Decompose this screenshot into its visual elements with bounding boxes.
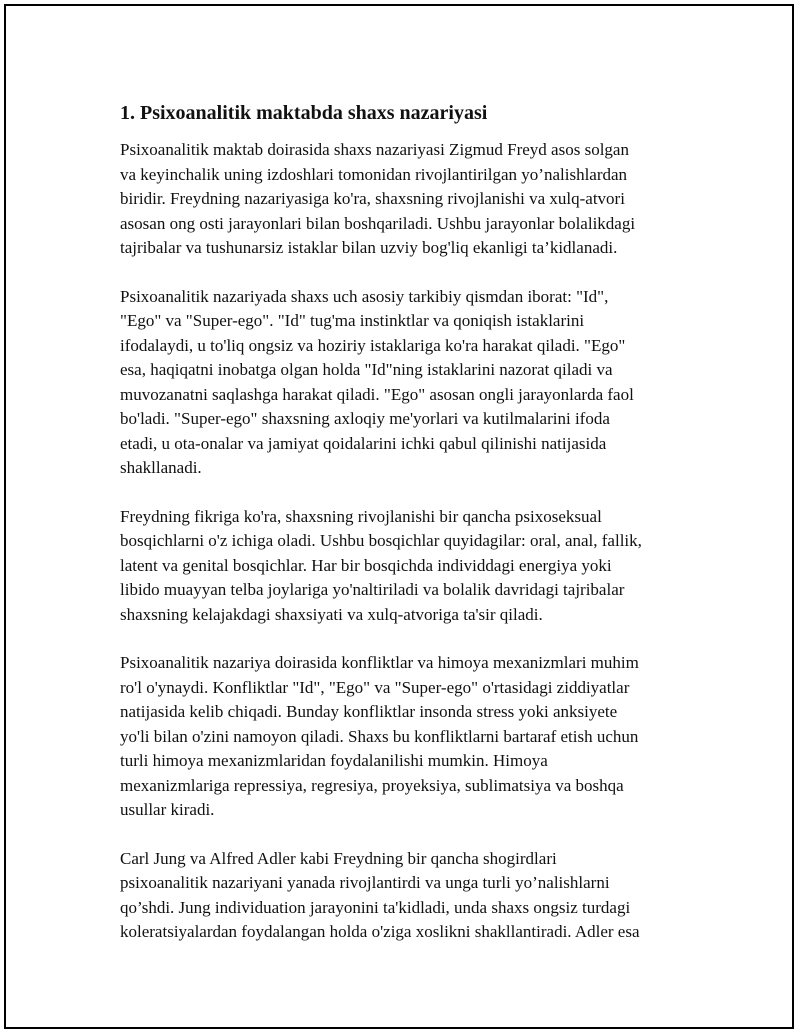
paragraph-1: Psixoanalitik maktab doirasida shaxs nazariyasi Zigmud Freyd asos solgan va keyinchalik uning izdoshlari tomonidan rivojlantirilgan yo’nalishlardan biridir. Freydning nazariyasiga ko'ra, shaxsning rivojlanishi va xulq-atvori asosan ong osti jarayonlari bilan boshqariladi. Ushbu jarayonlar bolalikdagi tajribalar va tushunarsiz istaklar bilan uzviy bog'liq ekanligi ta’kidlanadi. — [120, 140, 636, 257]
paragraph-5: Carl Jung va Alfred Adler kabi Freydning bir qancha shogirdlari psixoanalitik nazariyani yanada rivojlantirdi va unga turli yo’nalishlarni qo’shdi. Jung individuation jarayonini ta'kidladi, unda shaxs ongsiz turdagi koleratsiyalardan foydalangan holda o'ziga xoslikni shakllantiradi. Adler esa — [120, 848, 640, 941]
paragraph-3: Freydning fikriga ko'ra, shaxsning rivojlanishi bir qancha psixoseksual bosqichlarni o'z ichiga oladi. Ushbu bosqichlar quyidagilar: oral, anal, fallik, latent va genital bosqichlar. Har bir bosqichda individdagi energiya yoki libido muayyan telba joylariga yo'naltiriladi va bolalik davridagi tajribalar shaxsning kelajakdagi shaxsiyati va xulq-atvoriga ta'sir qiladi. — [120, 506, 642, 624]
paragraph-2: Psixoanalitik nazariyada shaxs uch asosiy tarkibiy qismdan iborat: "Id", "Ego" va "Super-ego". "Id" tug'ma instinktlar va qoniqish istaklarini ifodalaydi, u to'liq ongsiz va hoziriy istaklariga ko'ra harakat qiladi. "Ego" esa, haqiqatni inobatga olgan holda "Id"ning istaklarini nazorat qiladi va muvozanatni saqlashga harakat qiladi. "Ego" asosan ongli jarayonlarda faol bo'ladi. "Super-ego" shaxsning axloqiy me'yorlari va kutilmalarini ifoda etadi, u ota-onalar va jamiyat qoidalarini ichki qabul qilinishi natijasida shakllanadi. — [120, 286, 634, 477]
document-body — [120, 100, 710, 969]
page-border — [4, 4, 794, 1029]
paragraph-4: Psixoanalitik nazariya doirasida konfliktlar va himoya mexanizmlari muhim ro'l o'ynaydi. Konfliktlar "Id", "Ego" va "Super-ego" o'rtasidagi ziddiyatlar natijasida kelib chiqadi. Bunday konfliktlar insonda stress yoki anksiyete yo'li bilan o'zini namoyon qiladi. Shaxs bu konfliktlarni bartaraf etish uchun turli himoya mexanizmlaridan foydalanilishi mumkin. Himoya mexanizmlariga repressiya, regresiya, proyeksiya, sublimatsiya va boshqa usullar kiradi. — [120, 653, 639, 819]
section-heading: 1. Psixoanalitik maktabda shaxs nazariyasi — [120, 102, 488, 124]
